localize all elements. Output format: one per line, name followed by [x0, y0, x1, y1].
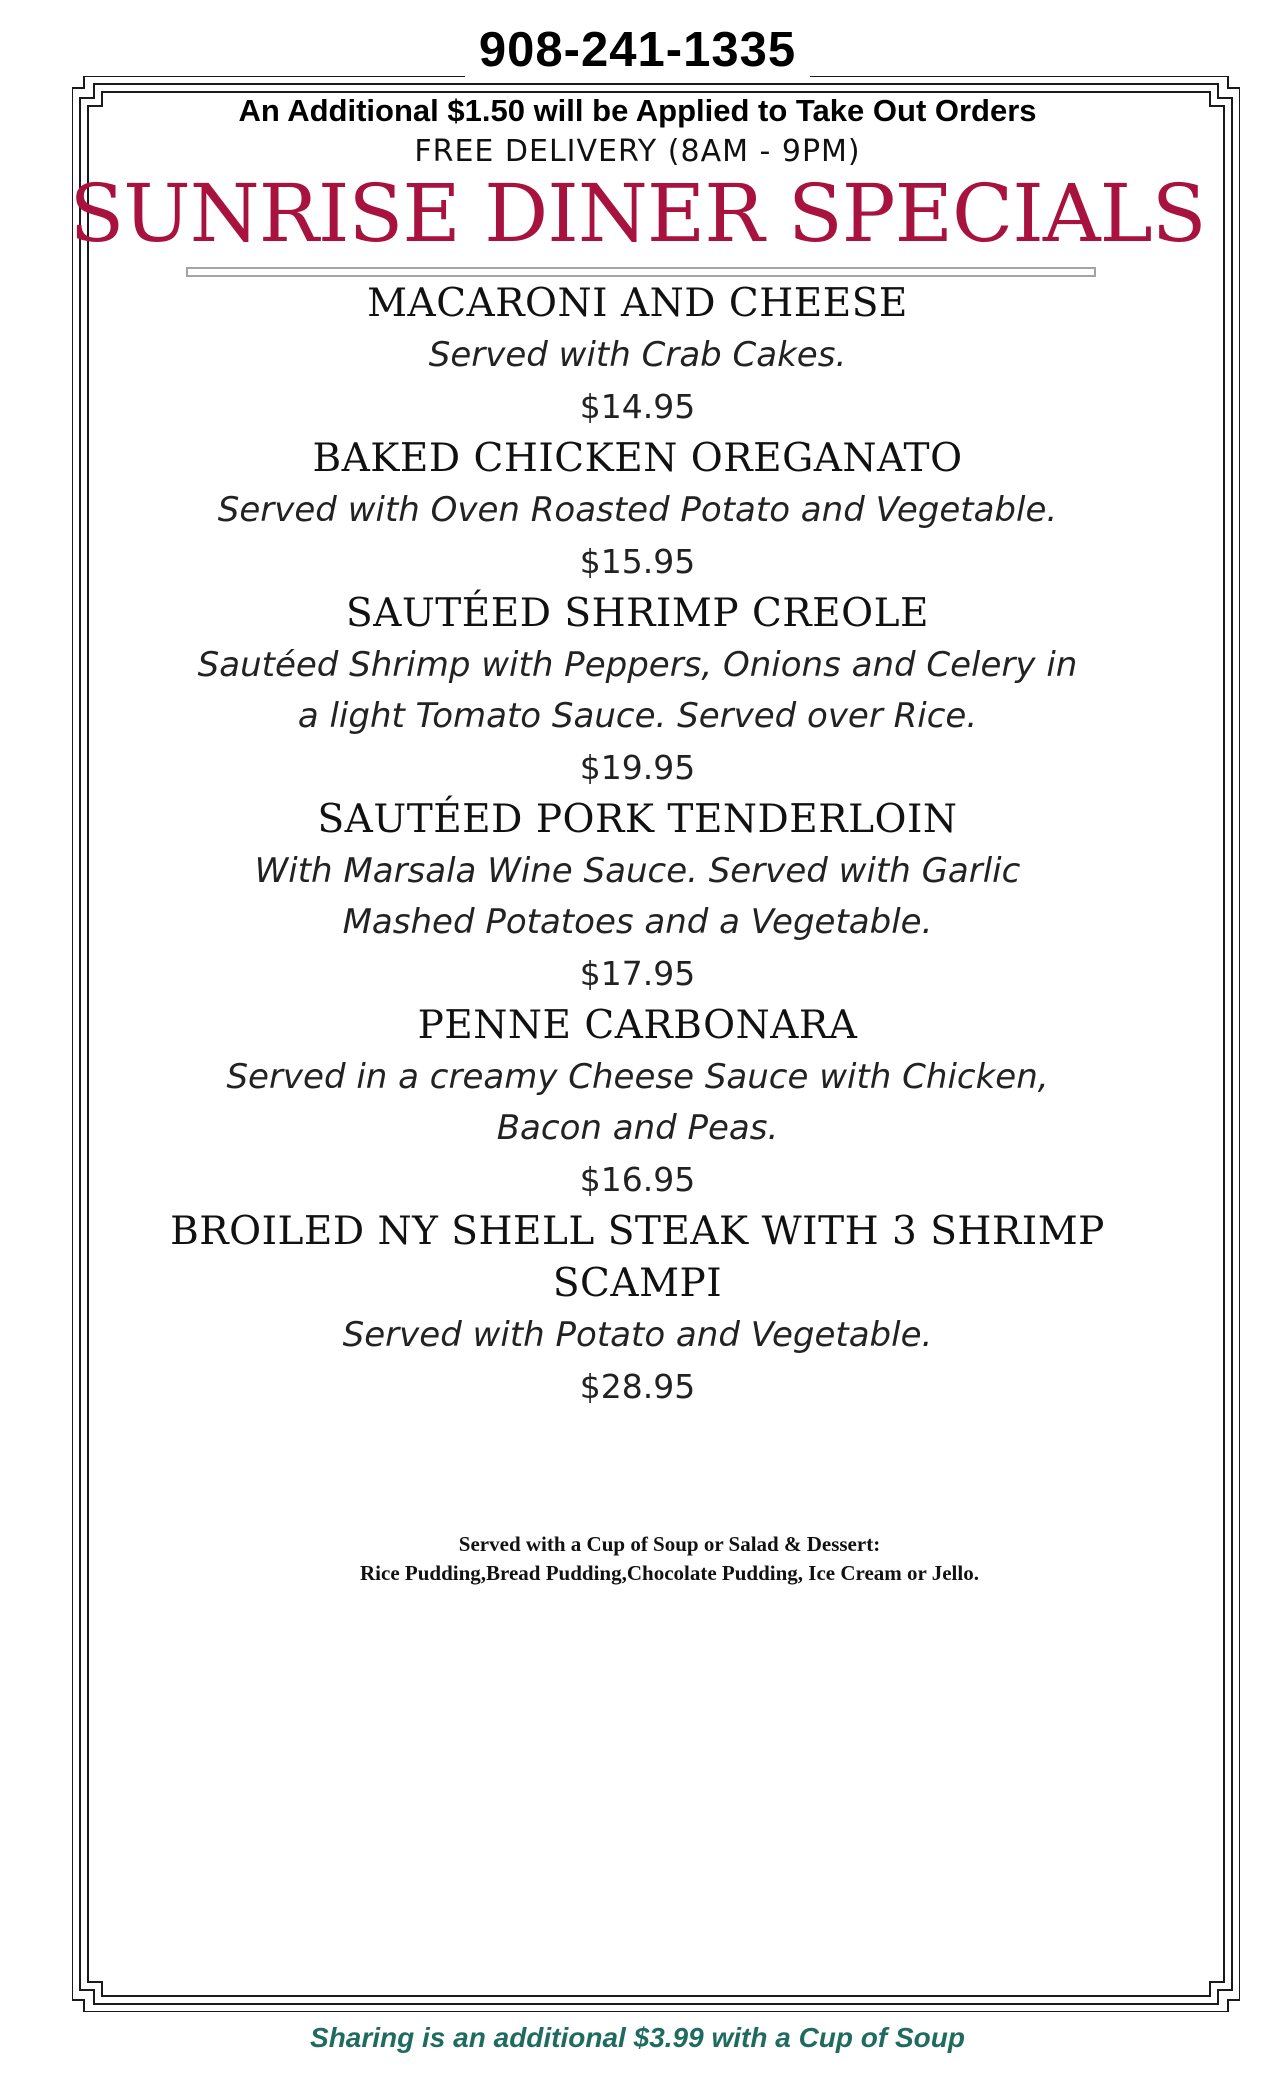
menu-item — [150, 433, 1125, 588]
item-description-line: With Marsala Wine Sauce. Served with Garlic — [254, 851, 1021, 891]
title-divider — [186, 267, 1096, 277]
item-description: Served with Potato and Vegetable. — [342, 1315, 933, 1355]
item-name-line: BROILED NY SHELL STEAK WITH 3 SHRIMP — [170, 1209, 1105, 1254]
item-name: SAUTÉED PORK TENDERLOIN — [317, 797, 958, 842]
item-description-line: Sautéed Shrimp with Peppers, Onions and Celery in — [197, 645, 1078, 685]
menu-item — [150, 1206, 1125, 1413]
menu-item — [150, 1000, 1125, 1206]
item-description: Served with Oven Roasted Potato and Vegetable. — [217, 490, 1058, 530]
sides-note-line: Served with a Cup of Soup or Salad & Dessert: — [458, 1532, 881, 1556]
menu-item — [150, 794, 1125, 1000]
takeout-notice: An Additional $1.50 will be Applied to Take Out Orders — [238, 93, 1037, 128]
item-name-line: SCAMPI — [552, 1261, 723, 1306]
menu-items — [150, 278, 1125, 1413]
item-description: Served with Crab Cakes. — [428, 335, 847, 375]
item-description-line: a light Tomato Sauce. Served over Rice. — [297, 696, 978, 736]
item-price: $19.95 — [579, 748, 696, 787]
item-price: $16.95 — [579, 1160, 696, 1199]
menu-title: SUNRISE DINER SPECIALS — [69, 167, 1206, 260]
item-price: $17.95 — [579, 954, 696, 993]
sides-note — [200, 1530, 1139, 1588]
item-name: SAUTÉED SHRIMP CREOLE — [346, 591, 929, 636]
menu-item — [150, 588, 1125, 794]
item-description-line: Served in a creamy Cheese Sauce with Chicken, — [226, 1057, 1049, 1097]
delivery-hours: FREE DELIVERY (8AM - 9PM) — [414, 134, 861, 169]
item-name: PENNE CARBONARA — [417, 1003, 858, 1048]
item-description-line: Bacon and Peas. — [496, 1108, 779, 1148]
item-description-line: Mashed Potatoes and a Vegetable. — [342, 902, 933, 942]
item-price: $15.95 — [579, 542, 696, 581]
item-price: $14.95 — [579, 387, 696, 426]
item-name: MACARONI AND CHEESE — [367, 281, 908, 326]
sharing-notice: Sharing is an additional $3.99 with a Cup of Soup — [310, 2022, 965, 2053]
sides-note-line: Rice Pudding,Bread Pudding,Chocolate Pudding, Ice Cream or Jello. — [360, 1561, 979, 1585]
phone-number — [0, 22, 1275, 78]
menu-item — [150, 278, 1125, 433]
item-name: BAKED CHICKEN OREGANATO — [312, 436, 963, 481]
item-price: $28.95 — [579, 1367, 696, 1406]
phone-number-text: 908-241-1335 — [465, 23, 810, 77]
